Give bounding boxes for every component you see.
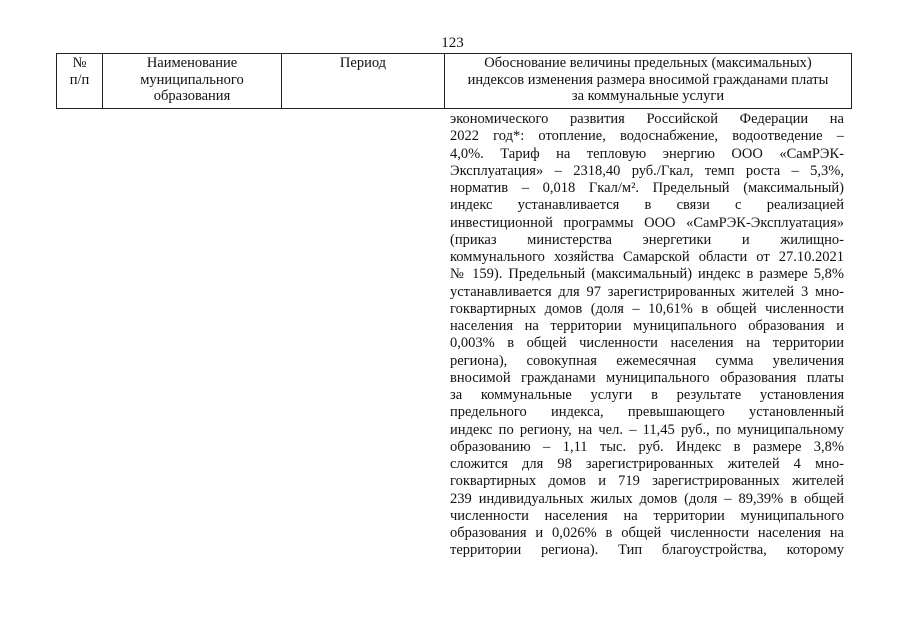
page-number: 123 bbox=[441, 35, 464, 51]
text-line: вносимой гражданами муниципального образования платы bbox=[450, 369, 844, 386]
text-line: № 159). Предельный (максимальный) индекс в размере 5,8% bbox=[450, 266, 844, 283]
text-line: инвестиционной программы ООО «СамРЭК-Эксплуатация» bbox=[450, 214, 844, 231]
text-line: норматив – 0,018 Гкал/м². Предельный (максимальный) bbox=[450, 180, 844, 196]
text-line: гоквартирных домов (доля – 10,61% в общей численности bbox=[450, 300, 844, 317]
text-line: Эксплуатация» – 2318,40 руб./Гкал, темп роста – 5,3%, bbox=[450, 162, 844, 179]
text-line: 2022 год*: отопление, водоснабжение, водоотведение – bbox=[450, 128, 844, 145]
text-line: индекс устанавливается в связи с реализацией bbox=[450, 197, 844, 214]
text-line: (приказ министерства энергетики и жилищно- bbox=[450, 231, 844, 248]
text-line: устанавливается для 97 зарегистрированных жителей 3 мно- bbox=[450, 283, 844, 300]
text-line: 239 индивидуальных жилых домов (доля – 89,39% в общей bbox=[450, 490, 844, 507]
table-header bbox=[56, 53, 852, 109]
text-line: экономического развития Российской Федерации на bbox=[450, 111, 844, 127]
text-line: численности населения на территории муниципального bbox=[450, 507, 844, 524]
text-line: образования и 0,026% в общей численности населения на bbox=[450, 525, 844, 541]
justification-text bbox=[450, 111, 844, 560]
text-line: населения на территории муниципального образования и bbox=[450, 318, 844, 334]
text-line: образованию – 1,11 тыс. руб. Индекс в размере 3,8% bbox=[450, 438, 844, 455]
text-line: 0,003% в общей численности населения на территории bbox=[450, 335, 844, 352]
column-header-justification: Обоснование величины предельных (максимальных) индексов изменения размера вносимой гражданами платы за коммунальные услуги bbox=[445, 54, 852, 109]
column-header-municipality: Наименование муниципального образования bbox=[103, 54, 282, 109]
text-line: региона), совокупная ежемесячная сумма увеличения bbox=[450, 352, 844, 369]
text-line: территории региона). Тип благоустройства, которому bbox=[450, 542, 844, 559]
table-header-row bbox=[57, 54, 852, 109]
text-line: коммунального хозяйства Самарской области от 27.10.2021 bbox=[450, 249, 844, 265]
column-header-period: Период bbox=[282, 54, 445, 109]
text-line: предельного индекса, превышающего установленный bbox=[450, 404, 844, 421]
text-line: 4,0%. Тариф на тепловую энергию ООО «СамРЭК- bbox=[450, 145, 844, 162]
text-line: индекс по региону, на чел. – 11,45 руб., по муниципальному bbox=[450, 421, 844, 438]
text-line: гоквартирных домов и 719 зарегистрированных жителей bbox=[450, 473, 844, 490]
column-header-number: № п/п bbox=[57, 54, 103, 109]
text-line: за коммунальные услуги в результате установления bbox=[450, 387, 844, 403]
text-line: сложится для 98 зарегистрированных жителей 4 мно- bbox=[450, 456, 844, 472]
